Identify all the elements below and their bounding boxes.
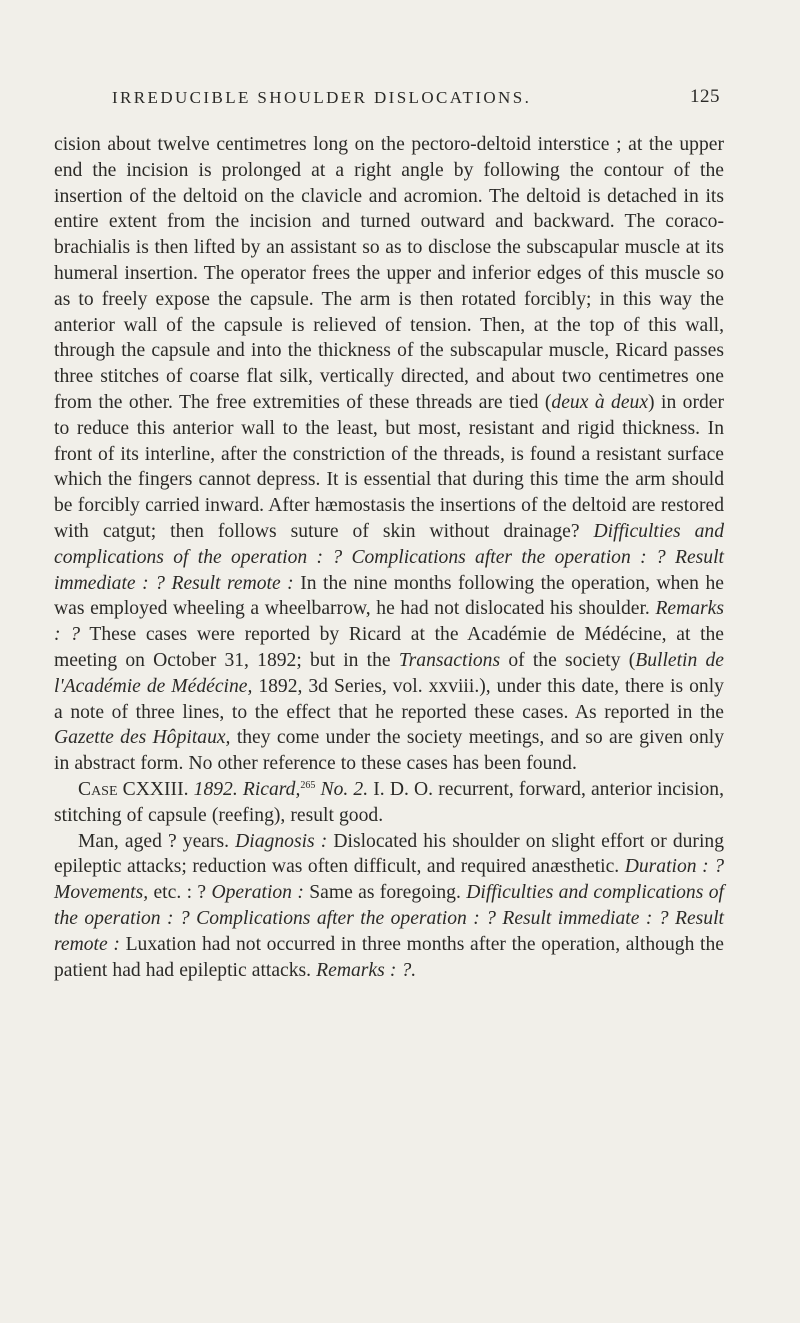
text-run: Same as foregoing. (309, 882, 461, 904)
text-run: Dislocated his shoulder on slight effort or during epileptic attacks; reduction was often difficult, and required anæsthetic. (54, 830, 724, 878)
heading-result-remote: Result remote : (171, 572, 294, 594)
text-run: 1892, 3d Series, vol. xxviii.), under this date, there is only a note of three lines, to the effect that he reported these cases. As reported in the (54, 675, 724, 723)
case-author: Ricard, (242, 778, 301, 800)
paragraph-case-cxxiii (54, 777, 724, 829)
italic-title: Gazette des Hôpitaux, (54, 727, 231, 749)
paragraph-case-details (54, 829, 724, 984)
case-number: No. 2. (320, 778, 369, 800)
heading-result-remote: Result remote : (54, 907, 724, 955)
paragraph-operation-description (54, 132, 724, 777)
heading-movements: Movements, (54, 882, 149, 904)
text-run: cision about twelve centimetres long on the pectoro-deltoid interstice ; at the upper end the incision is prolonged at a right angle by following the contour of the insertion of the deltoid on the clavicle and acromion. The deltoid is detached in its entire extent from the incision and turned outward and backward. The coraco-brachialis is then lifted by an assistant so as to disclose the subscapular muscle at its humeral insertion. The operator frees the upper and inferior edges of this muscle so as to freely expose the capsule. The arm is then rotated forcibly; in this way the anterior wall of the capsule is relieved of tension. Then, at the top of this wall, through the capsule and into the thickness of the subscapular muscle, Ricard passes three stitches of coarse flat silk, vertically directed, and about two centimetres one from the other. The free extremities of these threads are tied ( (54, 134, 724, 413)
heading-difficulties: Difficulties and complications of the operation : ? (54, 520, 724, 568)
text-run: Luxation had not occurred in three months after the operation, although the patient had had epileptic attacks. (54, 933, 724, 981)
text-run: of the society ( (508, 649, 636, 671)
body-text (54, 132, 724, 983)
heading-remarks: Remarks : ?. (316, 959, 417, 981)
text-run: Man, aged ? years. (78, 830, 230, 852)
text-run: I. D. O. recurrent, forward, anterior incision, stitching of capsule (reefing), result good. (54, 778, 724, 826)
heading-difficulties: Difficulties and complications of the operation : ? (54, 882, 724, 929)
footnote-marker: 265 (300, 779, 316, 791)
page-number: 125 (690, 86, 720, 107)
text-run: etc. : ? (153, 882, 207, 904)
heading-diagnosis: Diagnosis : (235, 830, 328, 852)
case-label: Case CXXIII. (78, 778, 189, 800)
heading-remarks: Remarks : ? (54, 598, 724, 646)
heading-complications: Complications after the operation : ? (351, 546, 666, 568)
italic-title: Transactions (398, 649, 501, 671)
heading-operation: Operation : (211, 882, 304, 904)
text-run: In the nine months following the operation, when he was employed wheeling a wheelbarrow, he had not dislocated his shoulder. (54, 572, 724, 620)
heading-complications: Complications after the operation : ? (196, 907, 496, 929)
italic-term: deux à deux (551, 391, 649, 413)
text-run: ) in order to reduce this anterior wall to the least, but most, resistant and rigid thickness. In front of its interline, after the constriction of the threads, is found a resistant surface which the fingers cannot depress. It is essential that during this time the arm should be forcibly carried inward. After hæmostasis the insertions of the deltoid are restored with catgut; then follows suture of skin without drainage? (54, 391, 725, 542)
text-run: they come under the society meetings, and so are given only in abstract form. No other reference to these cases has been found. (54, 727, 724, 775)
italic-title: Bulletin de l'Académie de Médécine, (54, 649, 724, 697)
heading-duration: Duration : ? (624, 856, 724, 878)
heading-result-immediate: Result immediate : ? (502, 907, 669, 929)
text-run: These cases were reported by Ricard at the Académie de Médécine, at the meeting on October 31, 1892; but in the (54, 624, 725, 671)
running-head: IRREDUCIBLE SHOULDER DISLOCATIONS. (112, 88, 532, 107)
heading-result-immediate: Result immediate : ? (54, 546, 724, 594)
page-header (112, 88, 720, 114)
case-year: 1892. (193, 778, 238, 800)
